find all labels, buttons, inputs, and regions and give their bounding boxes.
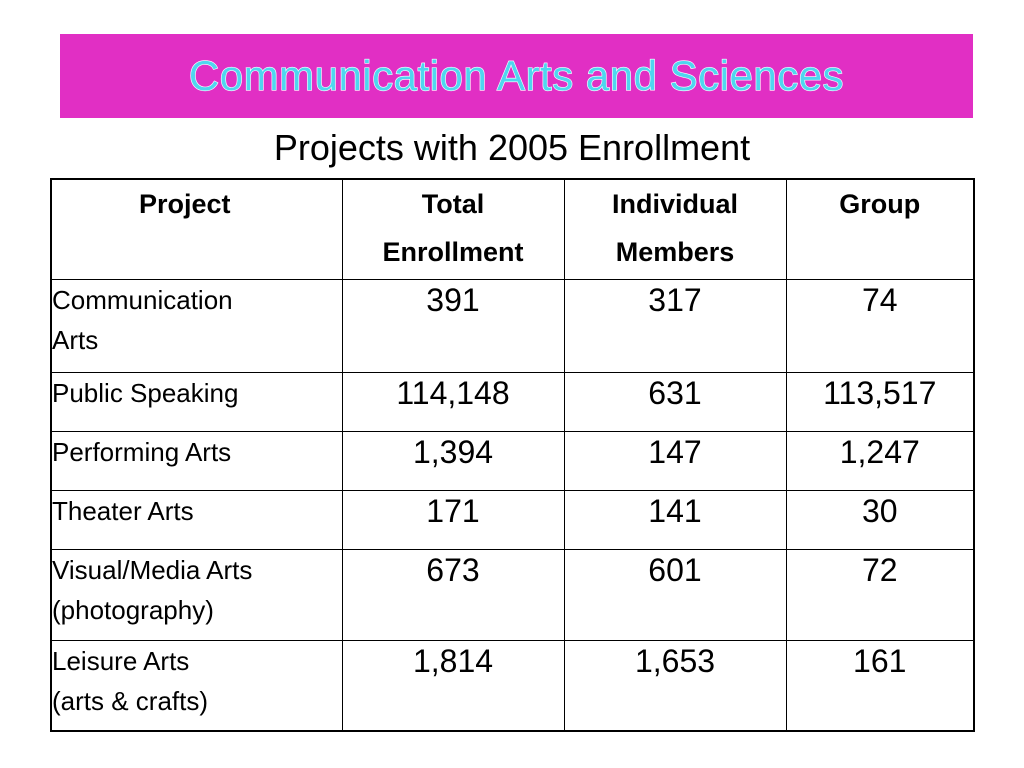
header-total-line2: Enrollment (382, 237, 524, 267)
header-group (786, 179, 974, 279)
project-name-line2: (arts & crafts) (52, 685, 209, 716)
group-cell: 72 (786, 549, 974, 640)
group-cell: 113,517 (786, 372, 974, 431)
table-row (51, 640, 974, 731)
table-row (51, 549, 974, 640)
total-enrollment-cell: 114,148 (342, 372, 564, 431)
individual-members-cell: 601 (564, 549, 786, 640)
project-name-line2: Arts (52, 324, 99, 355)
group-cell: 74 (786, 279, 974, 372)
table-row (51, 431, 974, 490)
project-name-line1: Theater Arts (52, 495, 194, 526)
group-cell: 30 (786, 490, 974, 549)
group-cell: 161 (786, 640, 974, 731)
header-individual-line1: Individual (611, 189, 738, 219)
group-cell: 1,247 (786, 431, 974, 490)
project-cell (51, 640, 342, 731)
header-individual-members (564, 179, 786, 279)
header-individual-line2: Members (615, 237, 735, 267)
title-banner (60, 34, 973, 118)
project-cell (51, 372, 342, 431)
slide-title: Communication Arts and Sciences (188, 52, 845, 99)
project-cell (51, 490, 342, 549)
individual-members-cell: 1,653 (564, 640, 786, 731)
project-name-line1: Public Speaking (52, 377, 239, 408)
project-name-line1: Leisure Arts (52, 645, 190, 676)
slide-subtitle: Projects with 2005 Enrollment (273, 127, 751, 168)
table-header-row (51, 179, 974, 279)
total-enrollment-cell: 673 (342, 549, 564, 640)
individual-members-cell: 141 (564, 490, 786, 549)
total-enrollment-cell: 391 (342, 279, 564, 372)
total-enrollment-cell: 171 (342, 490, 564, 549)
table-row (51, 490, 974, 549)
table-row (51, 372, 974, 431)
header-total-enrollment (342, 179, 564, 279)
project-name-line2: (photography) (52, 594, 214, 625)
individual-members-cell: 631 (564, 372, 786, 431)
total-enrollment-cell: 1,394 (342, 431, 564, 490)
enrollment-table (50, 178, 975, 732)
project-cell (51, 279, 342, 372)
header-total-line1: Total (421, 189, 485, 219)
project-name-line1: Performing Arts (52, 436, 232, 467)
project-name-line1: Visual/Media Arts (52, 554, 253, 585)
individual-members-cell: 317 (564, 279, 786, 372)
project-name-line1: Communication (52, 284, 233, 315)
header-group-label: Group (839, 189, 921, 219)
total-enrollment-cell: 1,814 (342, 640, 564, 731)
individual-members-cell: 147 (564, 431, 786, 490)
project-cell (51, 549, 342, 640)
project-cell (51, 431, 342, 490)
table-row (51, 279, 974, 372)
header-project (51, 179, 342, 279)
header-project-label: Project (139, 189, 231, 219)
